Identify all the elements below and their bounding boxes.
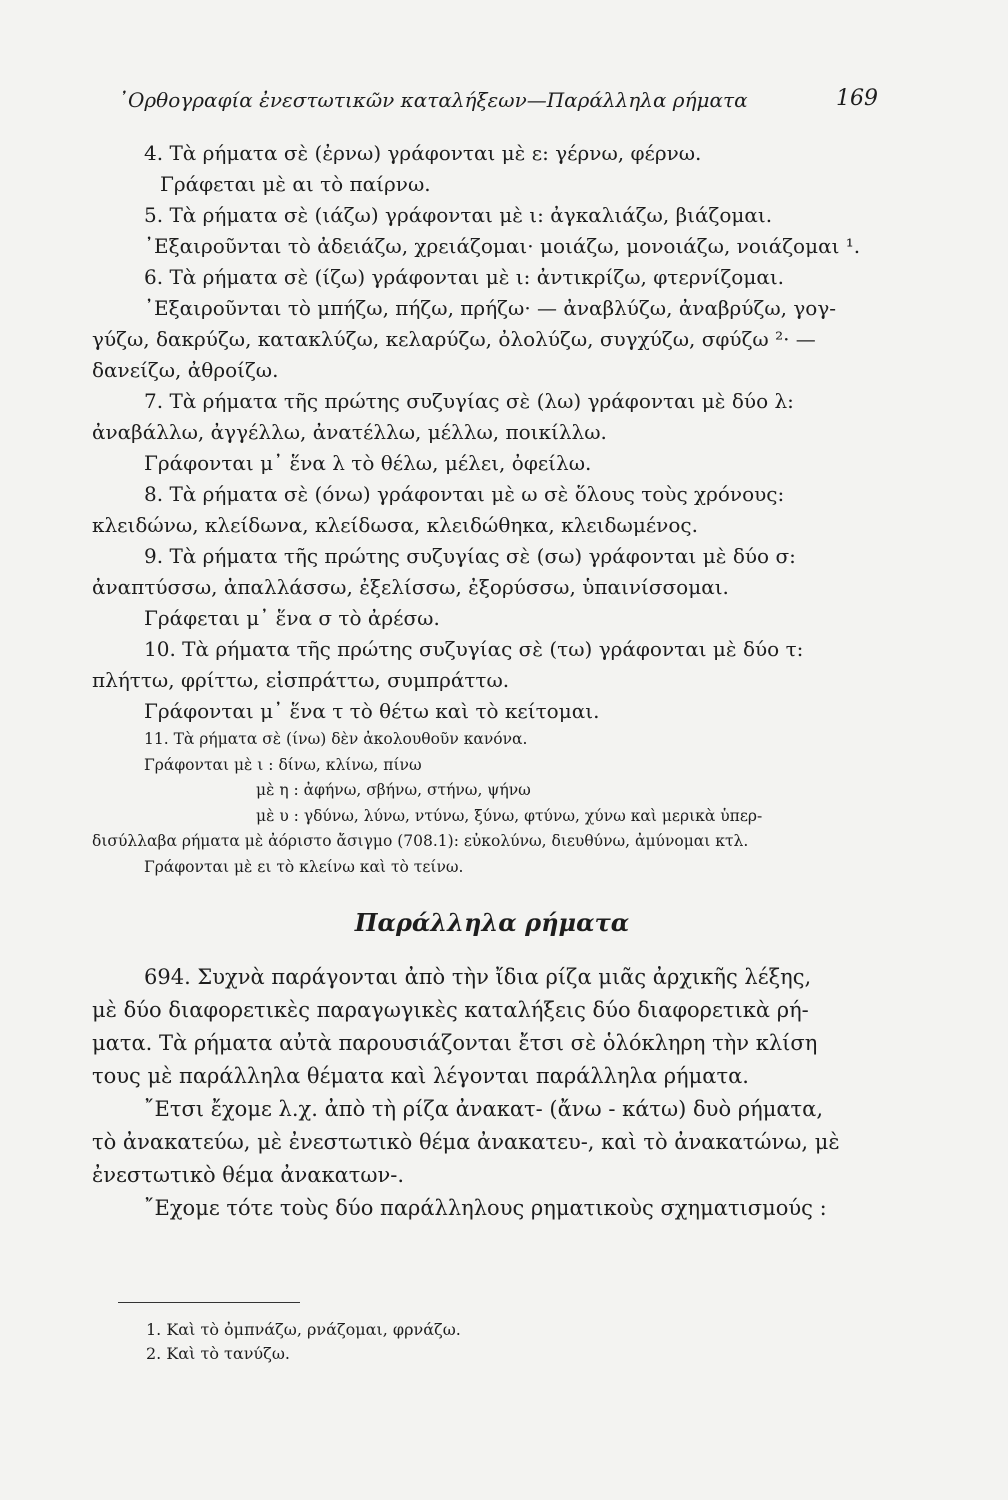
header-title: ᾽Ορθογραφία ἐνεστωτικῶν καταλήξεων—Παράλληλα ρήματα — [118, 88, 748, 112]
text-line: Γράφονται μ᾽ ἕνα λ τὸ θέλω, μέλει, ὀφείλω. — [144, 451, 592, 475]
paragraph-line: τους μὲ παράλληλα θέματα καὶ λέγονται παράλληλα ρήματα. — [92, 1064, 749, 1088]
footnotes — [146, 1318, 461, 1366]
section-title: Παράλληλα ρήματα — [354, 908, 630, 937]
text-line: 7. Τὰ ρήματα τῆς πρώτης συζυγίας σὲ (λω) γράφονται μὲ δύο λ: — [144, 389, 794, 413]
footnote-divider — [118, 1302, 300, 1303]
footnote: 2. Καὶ τὸ τανύζω. — [146, 1344, 290, 1363]
text-line: ᾽Εξαιροῦνται τὸ ἀδειάζω, χρειάζομαι· μοιάζω, μονοιάζω, νοιάζομαι ¹. — [144, 234, 861, 258]
text-line: ἀναπτύσσω, ἀπαλλάσσω, ἐξελίσσω, ἐξορύσσω, ὑπαινίσσομαι. — [92, 575, 729, 599]
text-line: κλειδώνω, κλείδωνα, κλείδωσα, κλειδώθηκα, κλειδωμένος. — [92, 513, 698, 537]
page-body — [92, 138, 892, 1225]
footnote: 1. Καὶ τὸ ὀμπνάζω, ρνάζομαι, φρνάζω. — [146, 1320, 461, 1339]
text-line: πλήττω, φρίττω, εἰσπράττω, συμπράττω. — [92, 668, 510, 692]
small-text-line: Γράφονται μὲ ει τὸ κλείνω καὶ τὸ τείνω. — [144, 857, 464, 876]
paragraph-line: ματα. Τὰ ρήματα αὐτὰ παρουσιάζονται ἔτσι σὲ ὁλόκληρη τὴν κλίση — [92, 1031, 818, 1055]
text-line: γύζω, δακρύζω, κατακλύζω, κελαρύζω, ὀλολύζω, συγχύζω, σφύζω ²· — — [92, 327, 816, 351]
paragraph-line: ῎Εχομε τότε τοὺς δύο παράλληλους ρηματικοὺς σχηματισμούς : — [144, 1196, 827, 1220]
text-line: Γράφονται μ᾽ ἕνα τ τὸ θέτω καὶ τὸ κείτομαι. — [144, 699, 600, 723]
small-text-line: δισύλλαβα ρήματα μὲ ἀόριστο ἄσιγμο (708.1): εὐκολύνω, διευθύνω, ἀμύνομαι κτλ. — [92, 832, 749, 850]
small-text-line: μὲ υ : γδύνω, λύνω, ντύνω, ξύνω, φτύνω, χύνω καὶ μερικὰ ὑπερ- — [256, 806, 763, 825]
text-line: 10. Τὰ ρήματα τῆς πρώτης συζυγίας σὲ (τω) γράφονται μὲ δύο τ: — [144, 637, 804, 661]
text-line: 4. Τὰ ρήματα σὲ (ἐρνω) γράφονται μὲ ε: γέρνω, φέρνω. — [144, 141, 702, 165]
paragraph-line: τὸ ἀνακατεύω, μὲ ἐνεστωτικὸ θέμα ἀνακατευ-, καὶ τὸ ἀνακατώνω, μὲ — [92, 1130, 840, 1154]
text-line: ᾽Εξαιροῦνται τὸ μπήζω, πήζω, πρήζω· — ἀναβλύζω, ἀναβρύζω, γογ- — [144, 296, 837, 320]
paragraph-line: ἐνεστωτικὸ θέμα ἀνακατων-. — [92, 1163, 405, 1187]
paragraph-line: 694. Συχνὰ παράγονται ἀπὸ τὴν ἴδια ρίζα μιᾶς ἀρχικῆς λέξης, — [144, 965, 812, 989]
paragraph-line: μὲ δύο διαφορετικὲς παραγωγικὲς καταλήξεις δύο διαφορετικὰ ρή- — [92, 998, 809, 1022]
text-line: Γράφεται μὲ αι τὸ παίρνω. — [160, 172, 431, 196]
text-line: 5. Τὰ ρήματα σὲ (ιάζω) γράφονται μὲ ι: ἀγκαλιάζω, βιάζομαι. — [144, 203, 773, 227]
paragraph-line: ῎Ετσι ἔχομε λ.χ. ἀπὸ τὴ ρίζα ἀνακατ- (ἄνω - κάτω) δυὸ ρήματα, — [144, 1097, 823, 1121]
page-number: 169 — [836, 86, 878, 111]
text-line: 9. Τὰ ρήματα τῆς πρώτης συζυγίας σὲ (σω) γράφονται μὲ δύο σ: — [144, 544, 796, 568]
text-line: 8. Τὰ ρήματα σὲ (όνω) γράφονται μὲ ω σὲ ὅλους τοὺς χρόνους: — [144, 482, 785, 506]
small-text-line: Γράφονται μὲ ι : δίνω, κλίνω, πίνω — [144, 755, 422, 774]
text-line: ἀναβάλλω, ἀγγέλλω, ἀνατέλλω, μέλλω, ποικίλλω. — [92, 420, 607, 444]
text-line: 6. Τὰ ρήματα σὲ (ίζω) γράφονται μὲ ι: ἀντικρίζω, φτερνίζομαι. — [144, 265, 785, 289]
text-line: Γράφεται μ᾽ ἕνα σ τὸ ἀρέσω. — [144, 606, 440, 630]
small-text-line: 11. Τὰ ρήματα σὲ (ίνω) δὲν ἀκολουθοῦν κανόνα. — [144, 730, 528, 748]
running-header — [118, 88, 878, 112]
text-line: δανείζω, ἀθροίζω. — [92, 358, 279, 382]
small-text-line: μὲ η : ἀφήνω, σβήνω, στήνω, ψήνω — [256, 781, 531, 799]
